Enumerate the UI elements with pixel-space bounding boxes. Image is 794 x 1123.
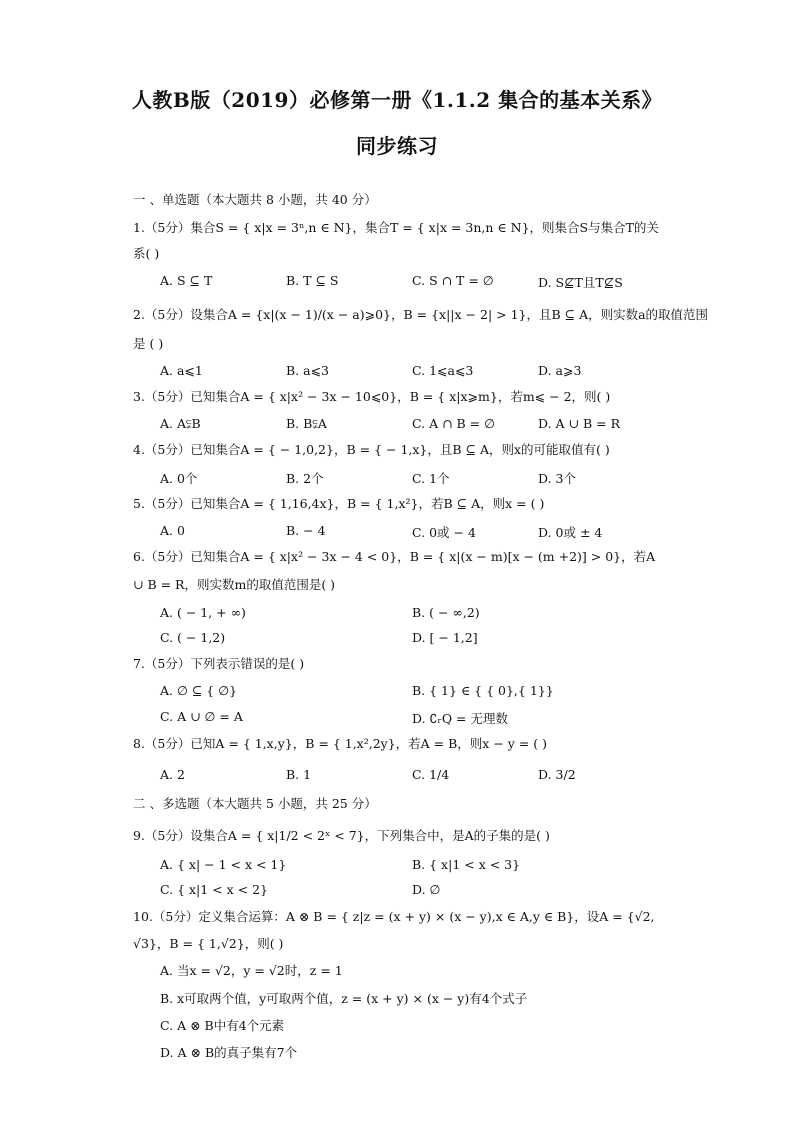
option-b: B. a⩽3 [286, 363, 330, 378]
question-2-options [160, 363, 680, 379]
option-d: D. 0或 ± 4 [538, 525, 603, 540]
option-b: B. 2个 [286, 471, 324, 486]
question-1-text-cont: 系( ) [133, 246, 160, 261]
option-a: A. 0 [160, 523, 185, 538]
option-a: A. ( − 1, + ∞) [160, 605, 246, 620]
question-3-text: 3.（5分）已知集合A = { x|x² − 3x − 10⩽0}，B = { x|x⩾m}，若m⩽ − 2，则( ) [133, 389, 611, 404]
option-b: B. B⫋A [286, 416, 327, 431]
question-4-text: 4.（5分）已知集合A = { − 1,0,2}，B = { − 1,x}，且B ⊆ A，则x的可能取值有( ) [133, 442, 610, 457]
question-1-options [160, 273, 680, 289]
question-10-option-a: A. 当x = √2，y = √2时，z = 1 [160, 963, 343, 978]
option-b: B. 1 [286, 767, 312, 782]
question-10-text: 10.（5分）定义集合运算：A ⊗ B = { z|z = (x + y) × (x − y),x ∈ A,y ∈ B}，设A = {√2, [133, 909, 655, 924]
option-c: C. A ∪ ∅ = A [160, 709, 243, 724]
question-8-text: 8.（5分）已知A = { 1,x,y}，B = { 1,x²,2y}，若A = B，则x − y = ( ) [133, 736, 547, 751]
option-b: B. { x|1 < x < 3} [412, 857, 521, 872]
page-title: 人教B版（2019）必修第一册《1.1.2 集合的基本关系》 [131, 88, 663, 112]
option-c: C. S ∩ T = ∅ [412, 273, 494, 288]
option-d: D. [ − 1,2] [412, 630, 478, 645]
option-a: A. a⩽1 [160, 363, 203, 378]
question-9-text: 9.（5分）设集合A = { x|1/2 < 2ˣ < 7}，下列集合中，是A的子集的是( ) [133, 828, 550, 843]
section-heading-single-choice: 一 、单选题（本大题共 8 小题，共 40 分） [133, 192, 377, 207]
question-6-text: 6.（5分）已知集合A = { x|x² − 3x − 4 < 0}，B = { x|(x − m)[x − (m +2)] > 0}，若A [133, 549, 656, 564]
question-2-text-cont: 是 ( ) [133, 336, 164, 351]
question-9-options-row-2 [160, 882, 680, 898]
option-d: D. S⊈T且T⊈S [538, 275, 623, 290]
option-c: C. { x|1 < x < 2} [160, 882, 269, 897]
option-b: B. ( − ∞,2) [412, 605, 480, 620]
option-a: A. { x| − 1 < x < 1} [160, 857, 287, 872]
question-6-options-row-2 [160, 630, 680, 646]
question-2-text: 2.（5分）设集合A = {x|(x − 1)/(x − a)⩾0}，B = {x||x − 2| > 1}，且B ⊆ A，则实数a的取值范围 [133, 307, 709, 322]
option-d: D. a⩾3 [538, 363, 582, 378]
question-1-text: 1.（5分）集合S = { x|x = 3ⁿ,n ∈ N}，集合T = { x|x = 3n,n ∈ N}，则集合S与集合T的关 [133, 220, 659, 235]
option-a: A. A⫋B [160, 416, 201, 431]
question-3-options [160, 416, 680, 432]
option-c: C. A ∩ B = ∅ [412, 416, 496, 431]
option-b: B. { 1} ∈ { { 0},{ 1}} [412, 683, 554, 698]
option-c: C. 1/4 [412, 767, 450, 782]
option-d: D. 3/2 [538, 767, 576, 782]
question-10-option-d: D. A ⊗ B的真子集有7个 [160, 1045, 298, 1060]
option-d: D. A ∪ B = R [538, 416, 620, 431]
option-a: A. S ⊆ T [160, 273, 213, 288]
option-c: C. 0或 − 4 [412, 525, 476, 540]
question-9-options-row-1 [160, 857, 680, 873]
question-10-option-b: B. x可取两个值，y可取两个值，z = (x + y) × (x − y)有4个式子 [160, 991, 528, 1006]
question-10-text-cont: √3}，B = { 1,√2}，则( ) [133, 936, 284, 951]
question-10-option-c: C. A ⊗ B中有4个元素 [160, 1018, 285, 1033]
question-4-options [160, 469, 680, 485]
question-5-options [160, 523, 680, 539]
section-heading-multi-choice: 二 、多选题（本大题共 5 小题，共 25 分） [133, 796, 377, 811]
option-c: C. ( − 1,2) [160, 630, 226, 645]
question-7-text: 7.（5分）下列表示错误的是( ) [133, 656, 305, 671]
option-d: D. 3个 [538, 471, 576, 486]
option-d: D. ∅ [412, 882, 441, 897]
page-subtitle: 同步练习 [356, 134, 438, 158]
option-a: A. 0个 [160, 471, 198, 486]
option-a: A. 2 [160, 767, 185, 782]
question-6-options-row-1 [160, 605, 680, 621]
question-7-options-row-2 [160, 709, 680, 725]
option-c: C. 1⩽a⩽3 [412, 363, 474, 378]
option-c: C. 1个 [412, 471, 450, 486]
option-d: D. ∁ᵣQ = 无理数 [412, 711, 508, 726]
question-5-text: 5.（5分）已知集合A = { 1,16,4x}，B = { 1,x²}，若B ⊆ A，则x = ( ) [133, 496, 545, 511]
option-a: A. ∅ ⊆ { ∅} [160, 683, 238, 698]
question-7-options-row-1 [160, 683, 680, 699]
option-b: B. − 4 [286, 523, 326, 538]
question-8-options [160, 767, 680, 783]
option-b: B. T ⊆ S [286, 273, 339, 288]
question-6-text-cont: ∪ B = R，则实数m的取值范围是( ) [133, 577, 336, 592]
